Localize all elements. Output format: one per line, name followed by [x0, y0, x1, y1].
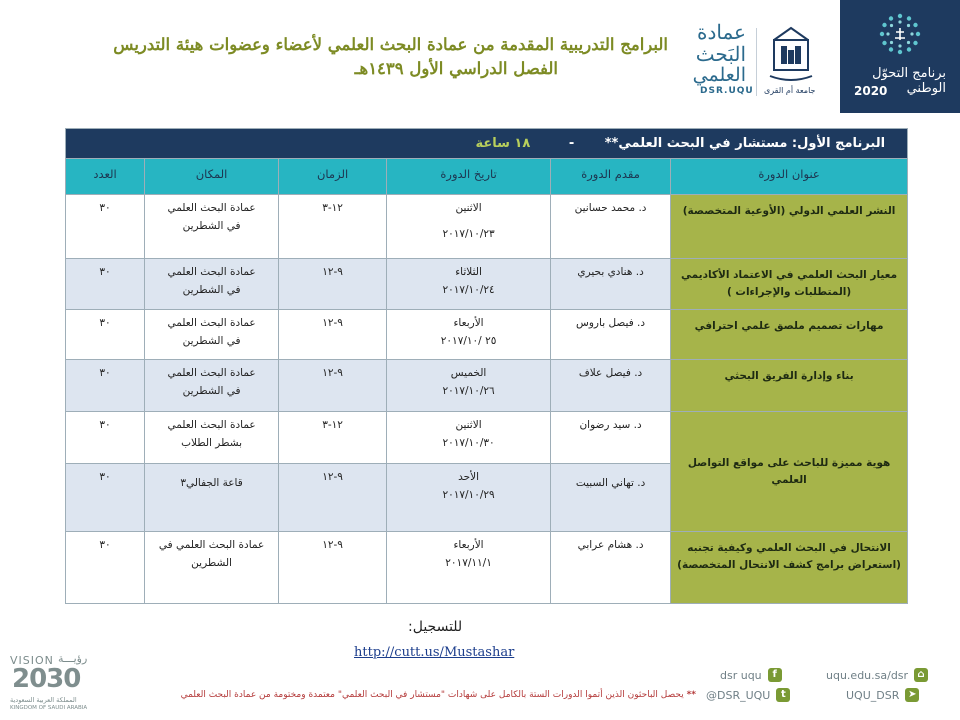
registration-link[interactable]: http://cutt.us/Mustashar: [354, 645, 515, 660]
course-place: [145, 532, 279, 604]
footnote-marker: **: [686, 690, 696, 700]
col-header-title: عنوان الدورة: [671, 159, 908, 195]
course-day: الاثنين: [455, 202, 482, 214]
course-count: ٣٠: [66, 195, 145, 259]
dsr-wordmark-line2: البَحث: [695, 42, 746, 66]
course-count: ٣٠: [66, 532, 145, 604]
course-place-line1: عمادة البحث العلمي: [167, 367, 256, 379]
course-place: [145, 310, 279, 360]
course-place-line1: عمادة البحث العلمي: [167, 202, 256, 214]
page-title-line1: البرامج التدريبية المقدمة من عمادة البحث العلمي لأعضاء وعضوات هيئة التدريس: [113, 35, 668, 54]
course-time: ٩-١٢: [279, 310, 387, 360]
course-presenter: د. محمد حسانين: [551, 195, 671, 259]
course-place-line2: في الشطرين: [182, 335, 241, 347]
table-header-row: [66, 159, 908, 195]
twitter-icon: t: [776, 688, 790, 702]
course-day: الخميس: [450, 367, 487, 379]
course-day: الأحد: [458, 471, 480, 483]
course-presenter: د. فيصل باروس: [551, 310, 671, 360]
course-date: [387, 195, 551, 259]
course-date-value: ٢٠١٧/١٠/٢٩: [442, 489, 495, 501]
vision-year: 2030: [12, 664, 81, 694]
course-title: هوية مميزة للباحث على مواقع التواصل العلمي: [671, 412, 908, 532]
dsr-telegram-label: UQU_DSR: [846, 688, 900, 702]
course-place-line1: قاعة الجفالي٣: [180, 477, 243, 489]
course-time: ١٢-٣: [279, 195, 387, 259]
col-header-count: العدد: [66, 159, 145, 195]
col-header-date: تاريخ الدورة: [387, 159, 551, 195]
course-title: النشر العلمي الدولي (الأوعية المتخصصة): [671, 195, 908, 259]
dsr-twitter-label: @DSR_UQU: [706, 688, 771, 702]
footnote: [136, 690, 696, 700]
dsr-facebook[interactable]: [720, 668, 782, 682]
course-place: [145, 195, 279, 259]
course-date-value: ٢٠١٧/١٠/٢٤: [442, 284, 495, 296]
course-place: [145, 412, 279, 464]
course-date-value: ٢٠١٧/١٠/٢٦: [442, 385, 495, 397]
program-hours: ١٨ ساعة: [475, 135, 531, 151]
page-title-line2: الفصل الدراسي الأول ١٤٣٩هـ: [354, 59, 558, 78]
course-count: ٣٠: [66, 259, 145, 310]
course-title: معيار البحث العلمي في الاعتماد الأكاديمي (المتطلبات والإجراءات ): [671, 259, 908, 310]
col-header-place: المكان: [145, 159, 279, 195]
course-presenter: د. هنادي بحيري: [551, 259, 671, 310]
header-divider: [756, 28, 757, 96]
uqu-name: جامعة أم القرى: [764, 86, 816, 95]
col-header-time: الزمان: [279, 159, 387, 195]
course-place-line2: في الشطرين: [182, 385, 241, 397]
program-table: [65, 128, 908, 604]
course-time: ١٢-٣: [279, 412, 387, 464]
course-place-line2: في الشطرين: [182, 220, 241, 232]
table-row: [66, 310, 908, 360]
page-title: [48, 33, 668, 81]
vision-country-en: KINGDOM OF SAUDI ARABIA: [10, 705, 88, 711]
course-date-value: ٢٥ /٢٠١٧/١٠: [440, 335, 497, 347]
course-place-line2: بشطر الطلاب: [181, 437, 243, 449]
dsr-wordmark-line3: العلمي: [692, 64, 746, 86]
course-time: ٩-١٢: [279, 360, 387, 412]
course-day: الاثنين: [455, 419, 482, 431]
table-row: [66, 195, 908, 259]
program-banner: [66, 129, 908, 159]
course-date: [387, 412, 551, 464]
course-title: مهارات تصميم ملصق علمي احترافي: [671, 310, 908, 360]
course-place-line2: في الشطرين: [182, 284, 241, 296]
course-date: [387, 259, 551, 310]
table-row: [66, 412, 908, 464]
facebook-icon: f: [768, 668, 782, 682]
course-place: [145, 360, 279, 412]
course-date: [387, 532, 551, 604]
vision-arabic: رؤيـــة: [58, 652, 88, 665]
ntp-label-line1: برنامج التحوّل: [872, 66, 946, 81]
course-date: [387, 360, 551, 412]
dsr-twitter[interactable]: [706, 688, 790, 702]
banner-separator: -: [568, 135, 575, 151]
dsr-telegram[interactable]: [846, 688, 919, 702]
dsr-code: DSR.UQU: [700, 86, 754, 96]
course-title: بناء وإدارة الفريق البحثي: [671, 360, 908, 412]
registration-label: للتسجيل:: [408, 619, 463, 635]
dsr-facebook-label: dsr uqu: [720, 668, 762, 682]
vision-country-ar: المملكة العربية السعودية: [10, 696, 77, 704]
course-time: ٩-١٢: [279, 532, 387, 604]
table-row: [66, 360, 908, 412]
course-place-line1: عمادة البحث العلمي: [167, 317, 256, 329]
course-presenter: د. فيصل علاف: [551, 360, 671, 412]
course-place-line2: الشطرين: [191, 557, 232, 569]
course-date-value: ٢٠١٧/١٠/٣٠: [442, 437, 495, 449]
course-presenter: د. سيد رضوان: [551, 412, 671, 464]
vision-word: VISION: [10, 654, 54, 667]
dsr-website[interactable]: [826, 668, 928, 682]
dsr-wordmark-line1: عمادة: [697, 20, 746, 44]
table-row: [66, 259, 908, 310]
col-header-presenter: مقدم الدورة: [551, 159, 671, 195]
course-place-line1: عمادة البحث العلمي: [167, 266, 256, 278]
course-place-line1: عمادة البحث العلمي: [167, 419, 256, 431]
course-presenter: د. هشام عرابي: [551, 532, 671, 604]
course-date-value: ٢٠١٧/١١/١: [445, 557, 492, 569]
course-place-line1: عمادة البحث العلمي في: [158, 539, 265, 551]
course-count: ٣٠: [66, 464, 145, 532]
home-icon: ⌂: [914, 668, 928, 682]
telegram-icon: ➤: [905, 688, 919, 702]
course-title: الانتحال في البحث العلمي وكيفية تجنبه (استعراض برامج كشف الانتحال المتخصصة): [671, 532, 908, 604]
ntp-emblem-icon: [876, 10, 924, 58]
course-date-value: ٢٠١٧/١٠/٢٣: [442, 228, 495, 240]
course-place: [145, 464, 279, 532]
course-count: ٣٠: [66, 412, 145, 464]
course-day: الأربعاء: [453, 539, 484, 551]
course-day: الأربعاء: [453, 317, 484, 329]
course-date: [387, 310, 551, 360]
course-date: [387, 464, 551, 532]
footnote-text: يحصل الباحثون الذين أتموا الدورات الستة بالكامل على شهادات "مستشار في البحث العلمي" معتمدة ومختومة من عمادة البحث العلمي: [180, 690, 684, 700]
course-day: الثلاثاء: [455, 266, 482, 278]
course-time: ٩-١٢: [279, 464, 387, 532]
course-presenter: د. تهاني السبيت: [551, 464, 671, 532]
dsr-website-label: uqu.edu.sa/dsr: [826, 668, 909, 682]
ntp-2020-logo: [840, 0, 960, 113]
program-name: البرنامج الأول: مستشار في البحث العلمي**: [604, 135, 886, 151]
course-time: ٩-١٢: [279, 259, 387, 310]
uqu-seal-logo: [766, 26, 816, 84]
ntp-label-line2: الوطني: [906, 81, 946, 96]
course-place: [145, 259, 279, 310]
table-row: [66, 532, 908, 604]
course-count: ٣٠: [66, 360, 145, 412]
course-count: ٣٠: [66, 310, 145, 360]
ntp-year: 2020: [854, 84, 888, 98]
